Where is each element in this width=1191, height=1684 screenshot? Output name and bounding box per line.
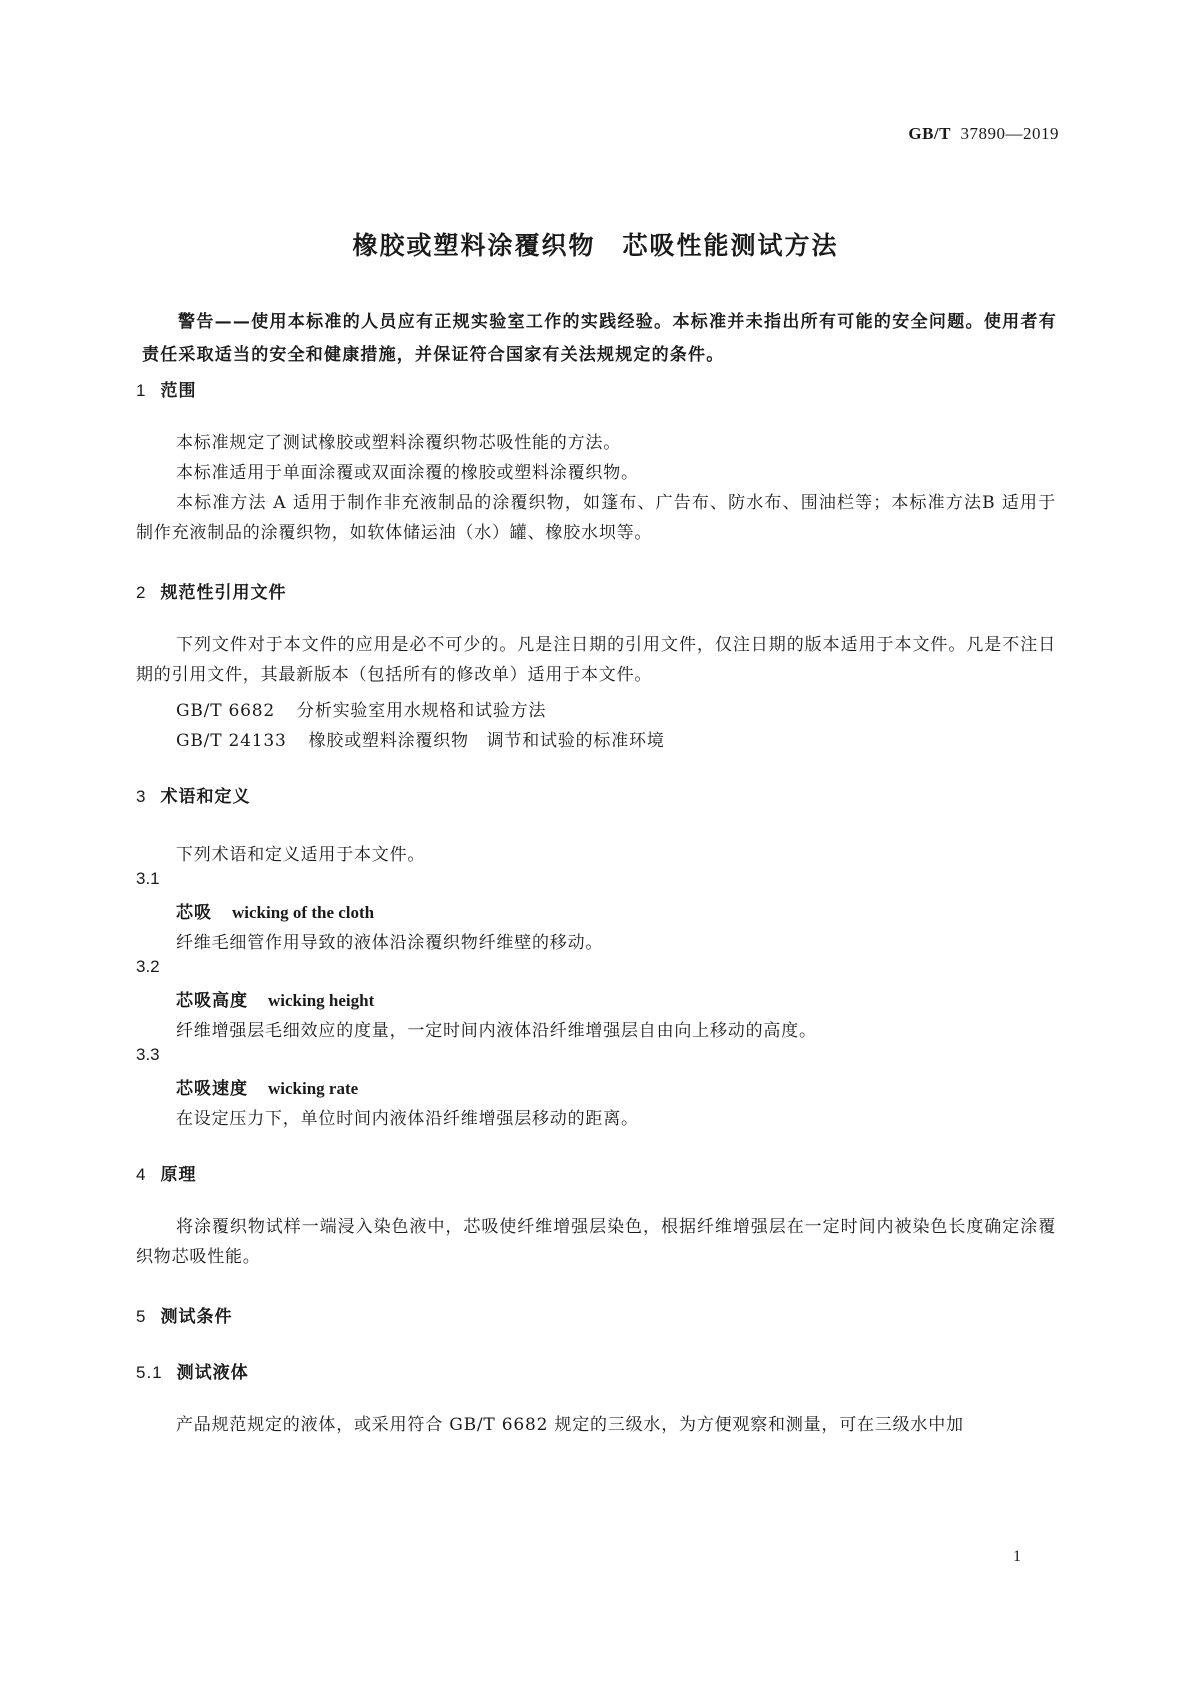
section-3-heading (136, 782, 250, 807)
subsection-5-1-paragraph-1: 产品规范规定的液体，或采用符合 GB/T 6682 规定的三级水，为方便观察和测量，可在三级水中加 (176, 1415, 964, 1435)
standard-code-number: 37890—2019 (960, 124, 1059, 143)
subsection-5-1-heading (136, 1358, 249, 1383)
document-title: 橡胶或塑料涂覆织物 芯吸性能测试方法 (352, 231, 839, 260)
section-title: 规范性引用文件 (160, 583, 287, 603)
normative-reference-2 (176, 726, 665, 751)
reference-code: GB/T 24133 (176, 731, 287, 751)
term-chinese: 芯吸 (176, 903, 212, 923)
subsection-number: 5.1 (136, 1363, 163, 1382)
standard-code-prefix: GB/T (908, 124, 951, 143)
section-number: 3 (136, 787, 147, 806)
reference-title: 橡胶或塑料涂覆织物 调节和试验的标准环境 (308, 731, 665, 751)
term-english: wicking of the cloth (232, 903, 375, 922)
section-1-paragraph-3: 本标准方法 A 适用于制作非充液制品的涂覆织物，如篷布、广告布、防水布、围油栏等；本标准方法B 适用于制作充液制品的涂覆织物，如软体储运油（水）罐、橡胶水坝等。 (136, 493, 1056, 543)
term-english: wicking height (268, 991, 375, 1010)
normative-reference-1 (176, 696, 546, 721)
warning-paragraph: 警告——使用本标准的人员应有正规实验室工作的实践经验。本标准并未指出所有可能的安全问题。使用者有责任采取适当的安全和健康措施，并保证符合国家有关法规规定的条件。 (142, 312, 1057, 365)
section-1-paragraph-2: 本标准适用于单面涂覆或双面涂覆的橡胶或塑料涂覆织物。 (176, 463, 639, 483)
section-2-paragraph-1: 下列文件对于本文件的应用是必不可少的。凡是注日期的引用文件，仅注日期的版本适用于本文件。凡是不注日期的引用文件，其最新版本（包括所有的修改单）适用于本文件。 (136, 635, 1056, 685)
section-number: 1 (136, 381, 147, 400)
term-chinese: 芯吸速度 (176, 1079, 248, 1099)
term-number: 3.3 (136, 1045, 160, 1064)
term-english: wicking rate (268, 1079, 359, 1098)
section-2-heading (136, 578, 286, 603)
section-title: 原理 (160, 1165, 197, 1185)
section-title: 测试条件 (160, 1307, 233, 1327)
page-number: 1 (1013, 1548, 1021, 1565)
section-number: 5 (136, 1307, 147, 1326)
section-1-heading (136, 376, 196, 401)
term-definition: 纤维毛细管作用导致的液体沿涂覆织物纤维壁的移动。 (176, 933, 604, 953)
section-5-heading (136, 1302, 232, 1327)
section-number: 4 (136, 1165, 147, 1184)
term-definition: 纤维增强层毛细效应的度量，一定时间内液体沿纤维增强层自由向上移动的高度。 (176, 1021, 817, 1041)
section-4-paragraph-1: 将涂覆织物试样一端浸入染色液中，芯吸使纤维增强层染色，根据纤维增强层在一定时间内被染色长度确定涂覆织物芯吸性能。 (136, 1217, 1056, 1267)
term-number: 3.1 (136, 869, 160, 888)
reference-title: 分析实验室用水规格和试验方法 (297, 701, 547, 721)
reference-code: GB/T 6682 (176, 701, 276, 721)
term-number: 3.2 (136, 957, 160, 976)
standard-code-header (908, 124, 1059, 144)
term-chinese: 芯吸高度 (176, 991, 248, 1011)
section-title: 术语和定义 (160, 787, 251, 807)
section-title: 范围 (160, 381, 197, 401)
section-1-paragraph-1: 本标准规定了测试橡胶或塑料涂覆织物芯吸性能的方法。 (176, 433, 621, 453)
term-entry (176, 1074, 358, 1099)
term-entry (176, 986, 374, 1011)
section-3-intro: 下列术语和定义适用于本文件。 (176, 845, 426, 865)
subsection-title: 测试液体 (176, 1363, 249, 1383)
section-number: 2 (136, 583, 147, 602)
section-4-heading (136, 1160, 196, 1185)
term-entry (176, 898, 374, 923)
term-definition: 在设定压力下，单位时间内液体沿纤维增强层移动的距离。 (176, 1109, 639, 1129)
